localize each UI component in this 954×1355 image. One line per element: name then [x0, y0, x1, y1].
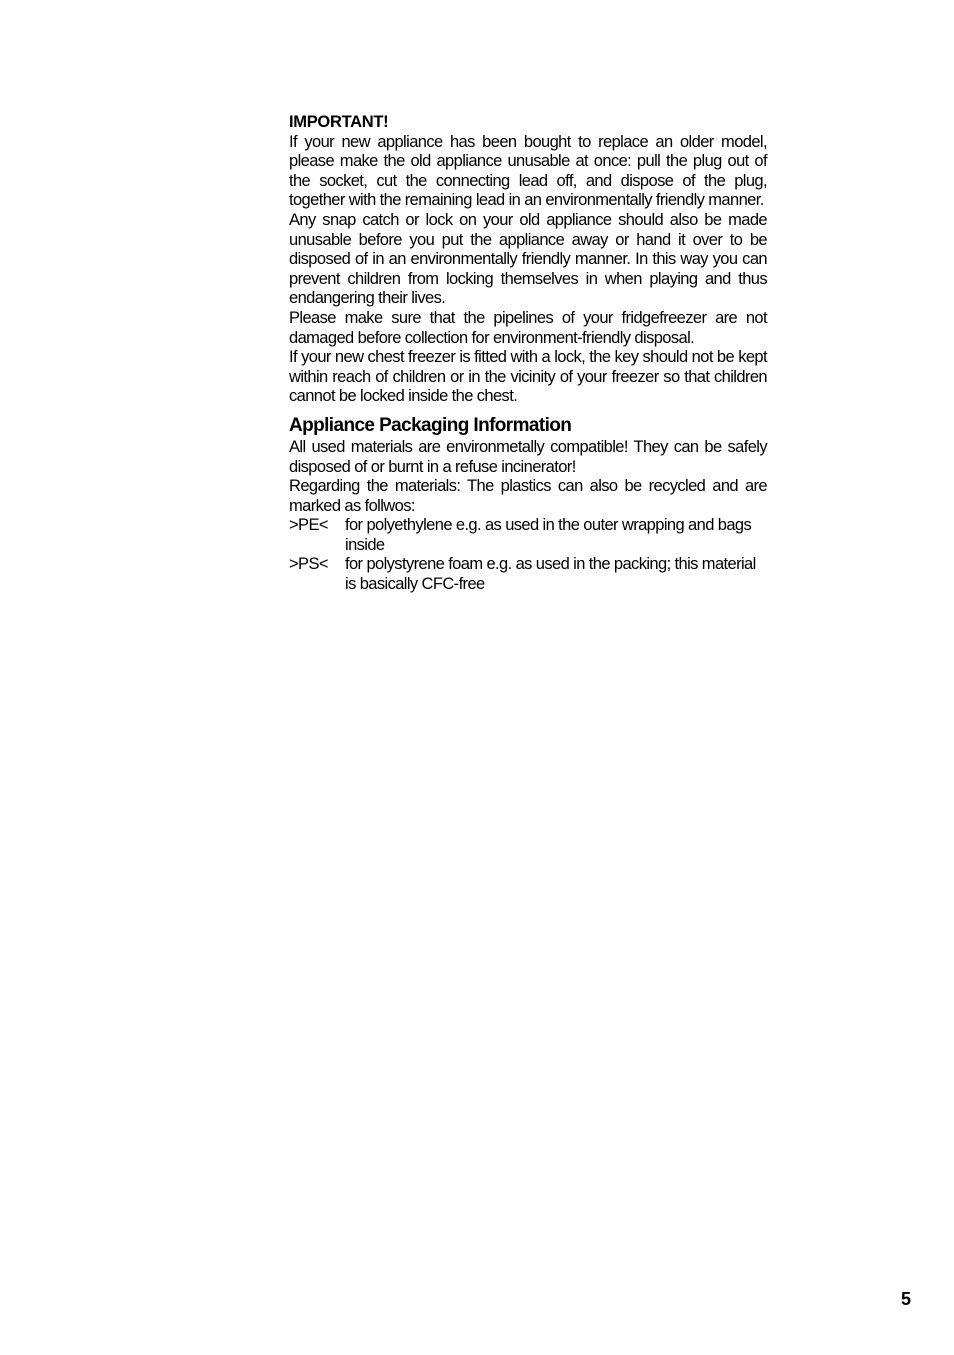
important-paragraph-2: Any snap catch or lock on your old appliance should also be made unusable before you put the appliance away or hand it over to be disposed of in an environmentally friendly manner. In this way you can prevent children from locking themselves in when playing and thus endangering their lives.	[289, 210, 767, 308]
page-content	[289, 113, 767, 595]
important-heading: IMPORTANT!	[289, 113, 389, 131]
packaging-heading: Appliance Packaging Information	[289, 414, 572, 436]
material-mark-pe	[289, 516, 767, 555]
material-description: for polyethylene e.g. as used in the outer wrapping and bags inside	[345, 516, 752, 554]
material-code: >PS<	[289, 555, 328, 574]
packaging-paragraph-1: All used materials are environmetally compatible! They can be safely disposed of or burnt in a refuse incinerator!	[289, 437, 767, 476]
material-description: for polystyrene foam e.g. as used in the packing; this material is basically CFC-free	[345, 555, 756, 594]
page-number: 5	[901, 1289, 912, 1309]
packaging-paragraph-2: Regarding the materials: The plastics can also be recycled and are marked as follwos:	[289, 477, 767, 515]
important-paragraph-3: Please make sure that the pipelines of your fridgefreezer are not damaged before collection for environment-friendly disposal.	[289, 308, 767, 347]
important-paragraph-4: If your new chest freezer is fitted with a lock, the key should not be kept within reach of children or in the vicinity of your freezer so that children cannot be locked inside the chest.	[289, 348, 767, 406]
important-paragraph-1: If your new appliance has been bought to replace an older model, please make the old appliance unusable at once: pull the plug out of the socket, cut the connecting lead off, and dispose of the plug, together with the remaining lead in an environmentally friendly manner.	[289, 132, 767, 210]
material-code: >PE<	[289, 516, 328, 535]
material-mark-ps	[289, 555, 767, 594]
